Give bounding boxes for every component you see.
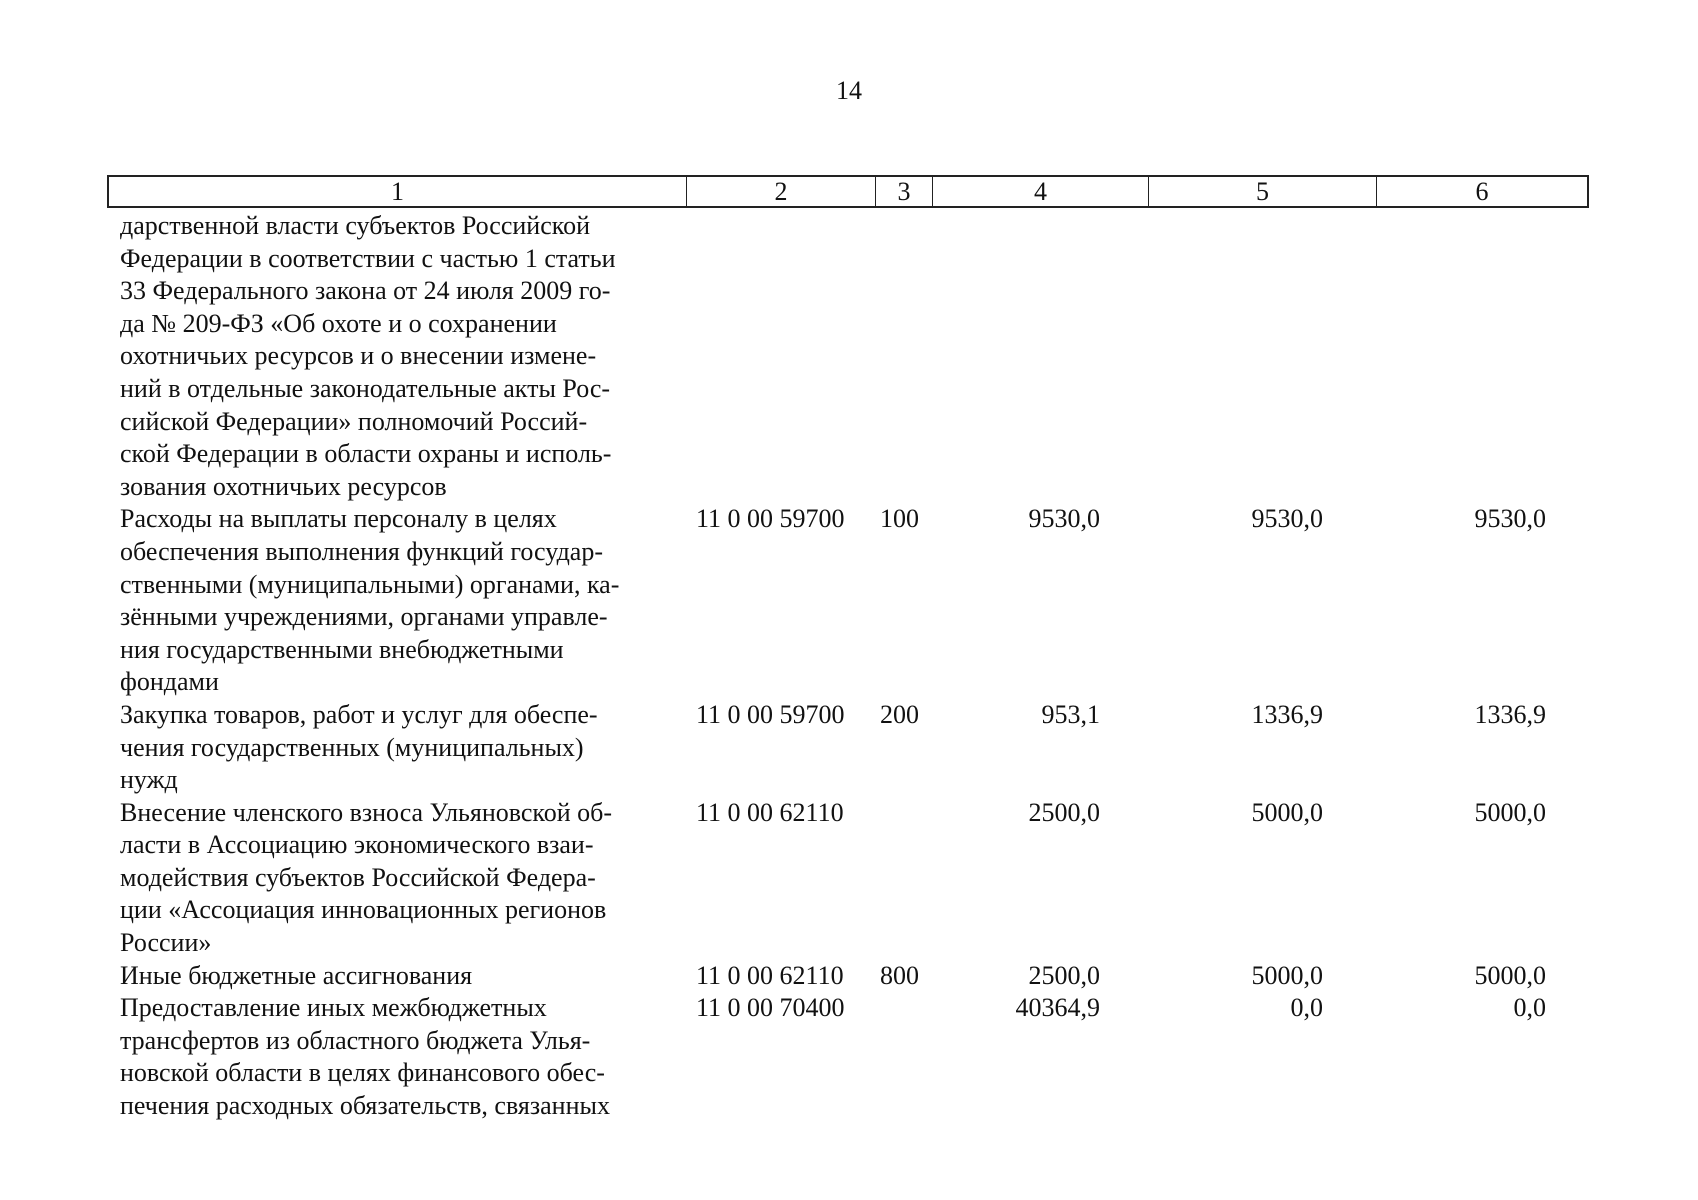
table-header-row [107, 175, 1589, 208]
row-value-col5: 1336,9 [1251, 699, 1323, 729]
row-description: Расходы на выплаты персоналу в целях обеспечения выполнения функций государ- ственными (муниципальными) органами, ка- зёнными учреждениями, органами управле- ния государственными внебюджетными фондами [120, 504, 620, 697]
header-cell-1: 1 [109, 177, 687, 206]
row-value-col6: 0,0 [1513, 993, 1546, 1023]
row-description: дарственной власти субъектов Российской Федерации в соответствии с частью 1 статьи 33 Федерального закона от 24 июля 2009 го- да № 209-ФЗ «Об охоте и о сохранении охотничьих ресурсов и о внесении измене- ний в отдельные законодательные акты Рос- сийской Федерации» полномочий Россий- ской Федерации в области охраны и исполь- зования охотничьих ресурсов [120, 211, 616, 501]
table-row [0, 210, 1698, 503]
row-target-code: 11 0 00 62110 [696, 960, 844, 990]
row-target-code: 11 0 00 62110 [696, 797, 844, 827]
row-value-col4: 2500,0 [1028, 960, 1100, 990]
row-value-col6: 5000,0 [1474, 960, 1546, 990]
table-row [0, 699, 1698, 797]
row-expense-type: 100 [880, 504, 919, 534]
row-value-col4: 953,1 [1041, 699, 1100, 729]
table-row [0, 503, 1698, 699]
row-value-col4: 9530,0 [1028, 504, 1100, 534]
table-row [0, 960, 1698, 993]
page-number: 14 [836, 76, 862, 105]
row-expense-type: 200 [880, 699, 919, 729]
row-target-code: 11 0 00 59700 [696, 504, 845, 534]
row-description: Внесение членского взноса Ульяновской об- ласти в Ассоциацию экономического взаи- модействия субъектов Российской Федера- ции «Ассоциация инновационных регионов России» [120, 797, 613, 958]
row-description: Иные бюджетные ассигнования [120, 960, 473, 990]
row-description: Закупка товаров, работ и услуг для обеспе- чения государственных (муниципальных) нужд [120, 699, 598, 795]
row-value-col5: 5000,0 [1251, 797, 1323, 827]
row-value-col5: 5000,0 [1251, 960, 1323, 990]
header-cell-3: 3 [876, 177, 933, 206]
row-target-code: 11 0 00 70400 [696, 993, 845, 1023]
table-body [0, 210, 1698, 1123]
row-target-code: 11 0 00 59700 [696, 699, 845, 729]
table-row [0, 797, 1698, 960]
row-expense-type: 800 [880, 960, 919, 990]
row-value-col6: 5000,0 [1474, 797, 1546, 827]
row-value-col5: 9530,0 [1251, 504, 1323, 534]
table-row [0, 992, 1698, 1122]
row-value-col4: 2500,0 [1028, 797, 1100, 827]
row-value-col6: 1336,9 [1474, 699, 1546, 729]
header-cell-5: 5 [1149, 177, 1377, 206]
row-description: Предоставление иных межбюджетных трансфертов из областного бюджета Улья- новской области в целях финансового обес- печения расходных обязательств, связанных [120, 993, 610, 1121]
header-cell-6: 6 [1475, 177, 1489, 206]
header-cell-2: 2 [687, 177, 876, 206]
row-value-col5: 0,0 [1290, 993, 1323, 1023]
header-cell-4: 4 [933, 177, 1149, 206]
row-value-col6: 9530,0 [1474, 504, 1546, 534]
row-value-col4: 40364,9 [1015, 993, 1100, 1023]
